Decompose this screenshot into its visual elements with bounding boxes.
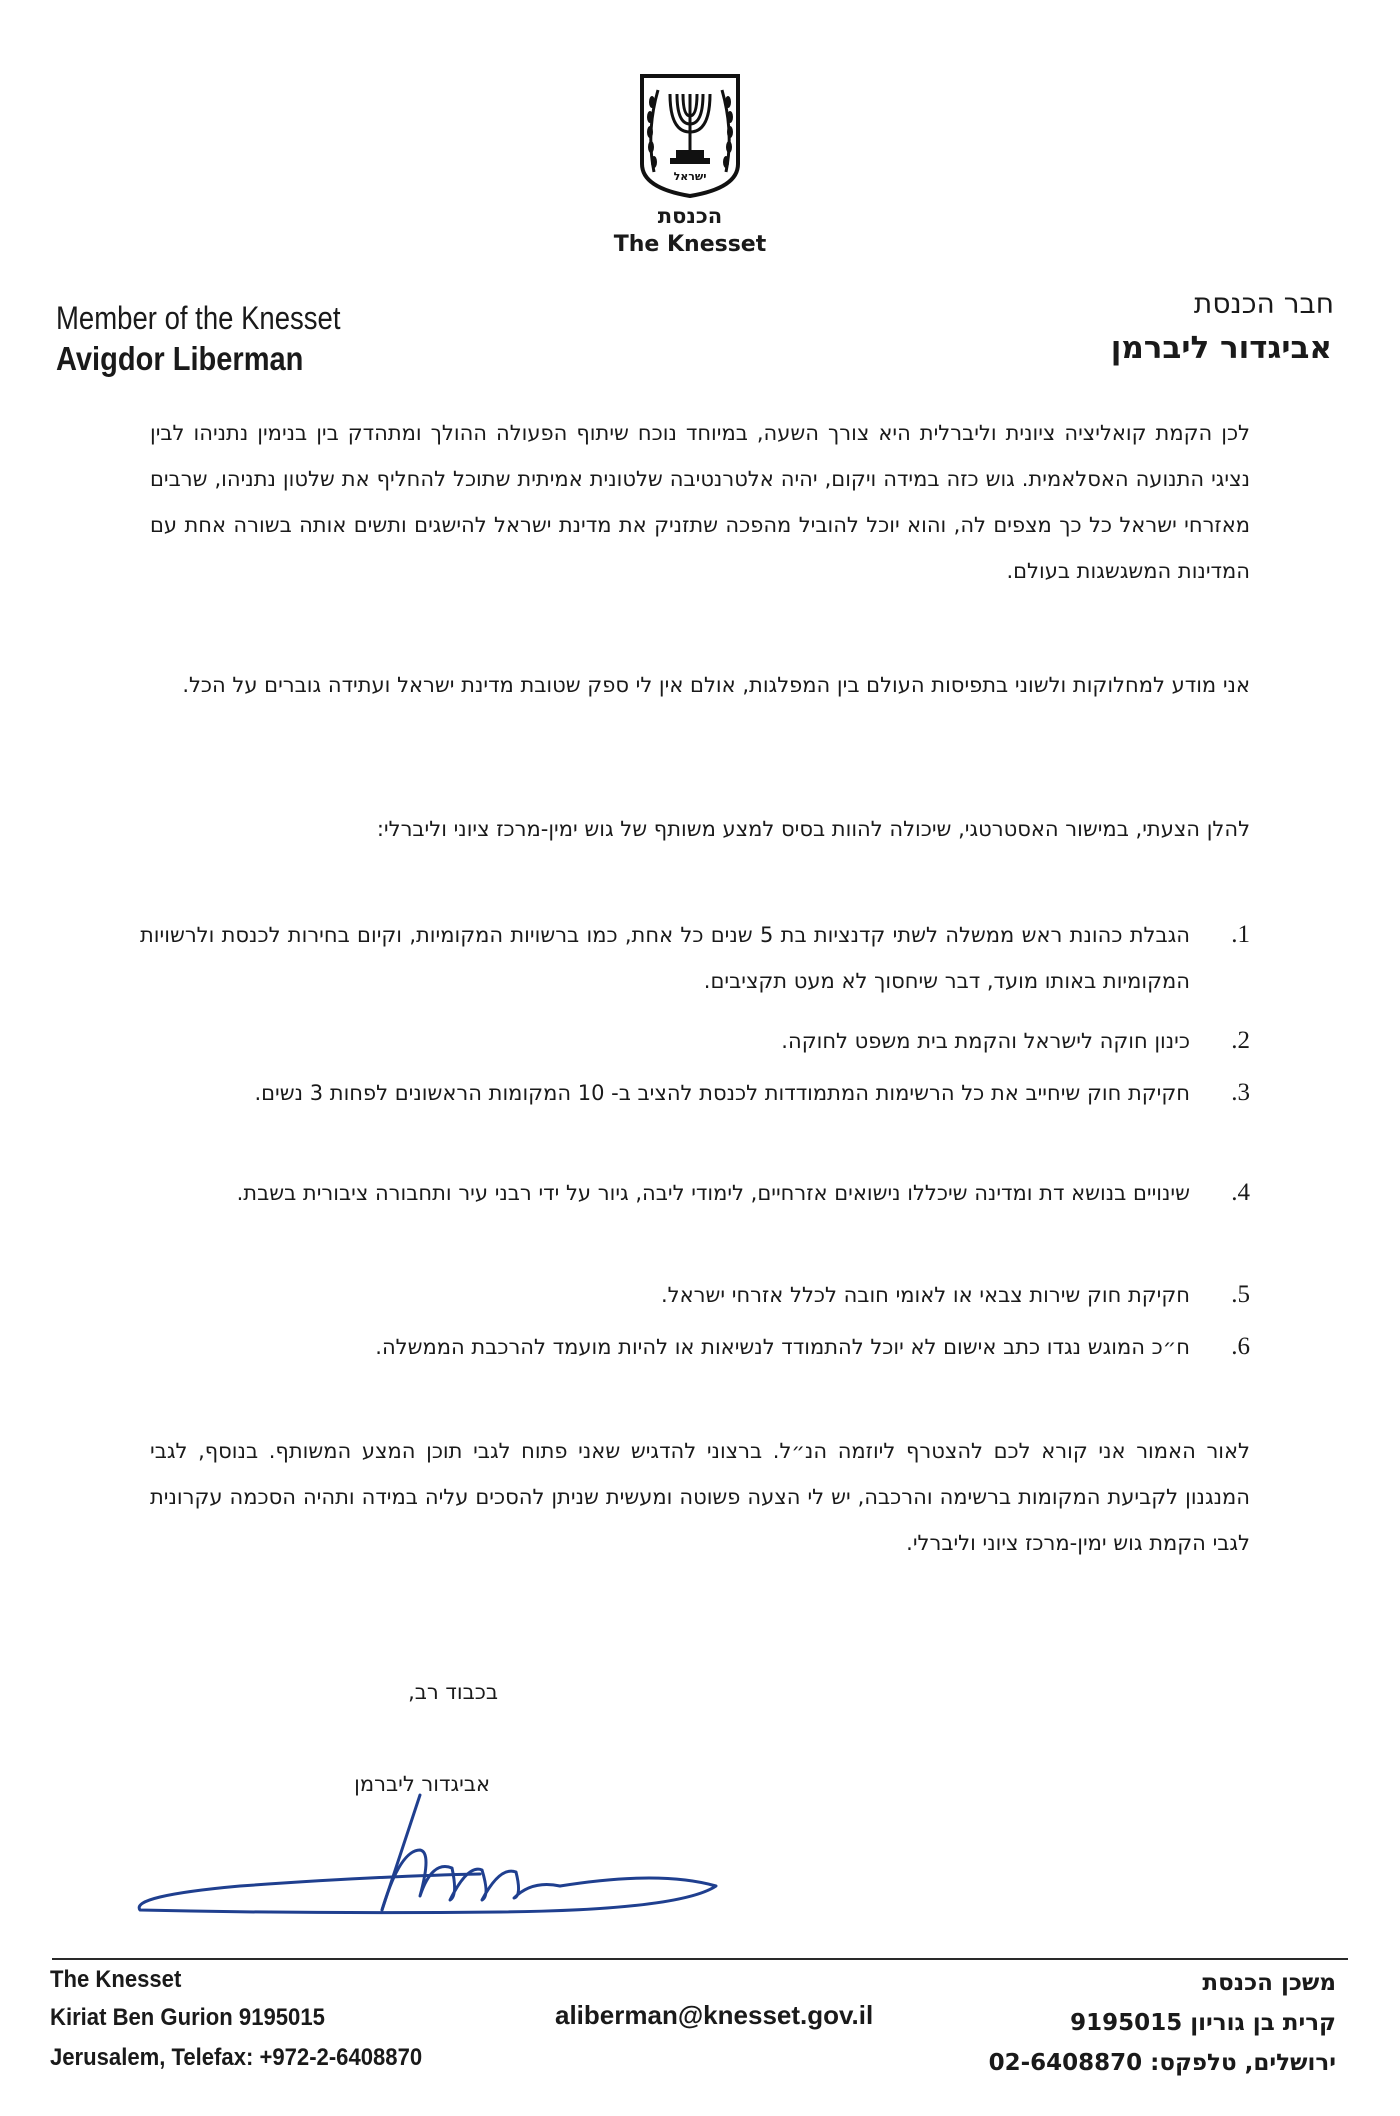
proposal-item xyxy=(140,1324,1250,1370)
letterhead-hebrew-name: הכנסת xyxy=(657,204,723,228)
proposal-item xyxy=(140,1018,1250,1064)
body-paragraph-1: לכן הקמת קואליציה ציונית וליברלית היא צורך השעה, במיוחד נוכח שיתוף הפעולה ההולך ומתהדק בין בנימין נתניהו לבין נציגי התנועה האסלאמית. גוש כזה במידה ויקום, יהיה אלטרנטיבה שלטונית אמיתית שתוכל להחליף את שלטון נתניהו, שרבים מאזרחי ישראל כל כך מצפים לה, והוא יוכל להוביל מהפכה שתזניק את מדינת ישראל להישגים ותשים אותה בשורה אחת עם המדינות המשגשגות בעולם. xyxy=(150,421,1250,583)
handwritten-signature xyxy=(120,1700,760,1930)
proposal-item-number: 2. xyxy=(1231,1027,1250,1054)
closing-salutation: בכבוד רב, xyxy=(408,1680,498,1704)
proposal-item-text: שינויים בנושא דת ומדינה שיכללו נישואים אזרחיים, לימודי ליבה, גיור על ידי רבני עיר ותחבורה ציבורית בשבת. xyxy=(236,1181,1190,1205)
signer-name: אביגדור ליברמן xyxy=(354,1772,490,1796)
proposal-item-number: 6. xyxy=(1231,1333,1250,1360)
proposal-item-number: 5. xyxy=(1231,1281,1250,1308)
knesset-emblem-logo xyxy=(636,72,744,200)
body-paragraph-4: לאור האמור אני קורא לכם להצטרף ליוזמה הנ״ל. ברצוני להדגיש שאני פתוח לגבי תוכן המצע המשותף. בנוסף, לגבי המנגנון לקביעת המקומות ברשימה והרכבה, יש לי הצעה פשוטה ומעשית שניתן להסכים עליה במידה ותהיה הסכמה עקרונית לגבי הקמת גוש ימין-מרכז ציוני וליברלי. xyxy=(150,1439,1250,1555)
letterhead-english-name: The Knesset xyxy=(613,232,767,257)
proposal-item-number: 1. xyxy=(1231,921,1250,948)
proposal-item xyxy=(140,1070,1250,1116)
proposal-item xyxy=(140,1272,1250,1318)
proposal-item xyxy=(140,1170,1250,1216)
proposal-item-text: ח״כ המוגש נגדו כתב אישום לא יוכל להתמודד לנשיאות או להיות מועמד להרכבת הממשלה. xyxy=(375,1335,1190,1359)
footer-hebrew-line-1: משכן הכנסת xyxy=(1202,1970,1336,1996)
footer-english-line-2: Kiriat Ben Gurion 9195015 xyxy=(50,2004,325,2031)
proposal-item xyxy=(140,912,1250,1004)
footer-hebrew-line-2: קרית בן גוריון 9195015 xyxy=(1070,2010,1336,2036)
proposal-item-text: הגבלת כהונת ראש ממשלה לשתי קדנציות בת 5 שנים כל אחת, כמו ברשויות המקומיות, וקיום בחירות לכנסת ולרשויות המקומיות באותו מועד, דבר שיחסוך לא מעט תקציבים. xyxy=(140,923,1190,993)
footer-divider xyxy=(52,1958,1348,1960)
footer-english-line-1: The Knesset xyxy=(50,1966,182,1993)
sender-title-english: Member of the Knesset xyxy=(56,300,341,336)
proposal-item-text: חקיקת חוק שירות צבאי או לאומי חובה לכלל אזרחי ישראל. xyxy=(661,1283,1190,1307)
footer-hebrew-line-3: ירושלים, טלפקס: 02-6408870 xyxy=(988,2050,1336,2076)
sender-title-hebrew: חבר הכנסת xyxy=(1193,287,1334,320)
svg-text:ישראל: ישראל xyxy=(673,170,707,183)
sender-name-english: Avigdor Liberman xyxy=(56,340,304,377)
body-paragraph-2: אני מודע למחלוקות ולשוני בתפיסות העולם בין המפלגות, אולם אין לי ספק שטובת מדינת ישראל ועתידה גוברים על הכל. xyxy=(182,673,1250,697)
proposal-item-number: 4. xyxy=(1231,1179,1250,1206)
proposal-item-number: 3. xyxy=(1231,1079,1250,1106)
body-paragraph-3: להלן הצעתי, במישור האסטרטגי, שיכולה להוות בסיס למצע משותף של גוש ימין-מרכז ציוני וליברלי: xyxy=(376,817,1250,841)
footer-email[interactable]: aliberman@knesset.gov.il xyxy=(555,2000,874,2030)
proposal-item-text: חקיקת חוק שיחייב את כל הרשימות המתמודדות לכנסת להציב ב- 10 המקומות הראשונים לפחות 3 נשים. xyxy=(254,1081,1190,1105)
footer-english-line-3: Jerusalem, Telefax: +972-2-6408870 xyxy=(50,2044,423,2071)
proposal-item-text: כינון חוקה לישראל והקמת בית משפט לחוקה. xyxy=(781,1029,1190,1053)
sender-name-hebrew: אביגדור ליברמן xyxy=(1110,330,1332,366)
